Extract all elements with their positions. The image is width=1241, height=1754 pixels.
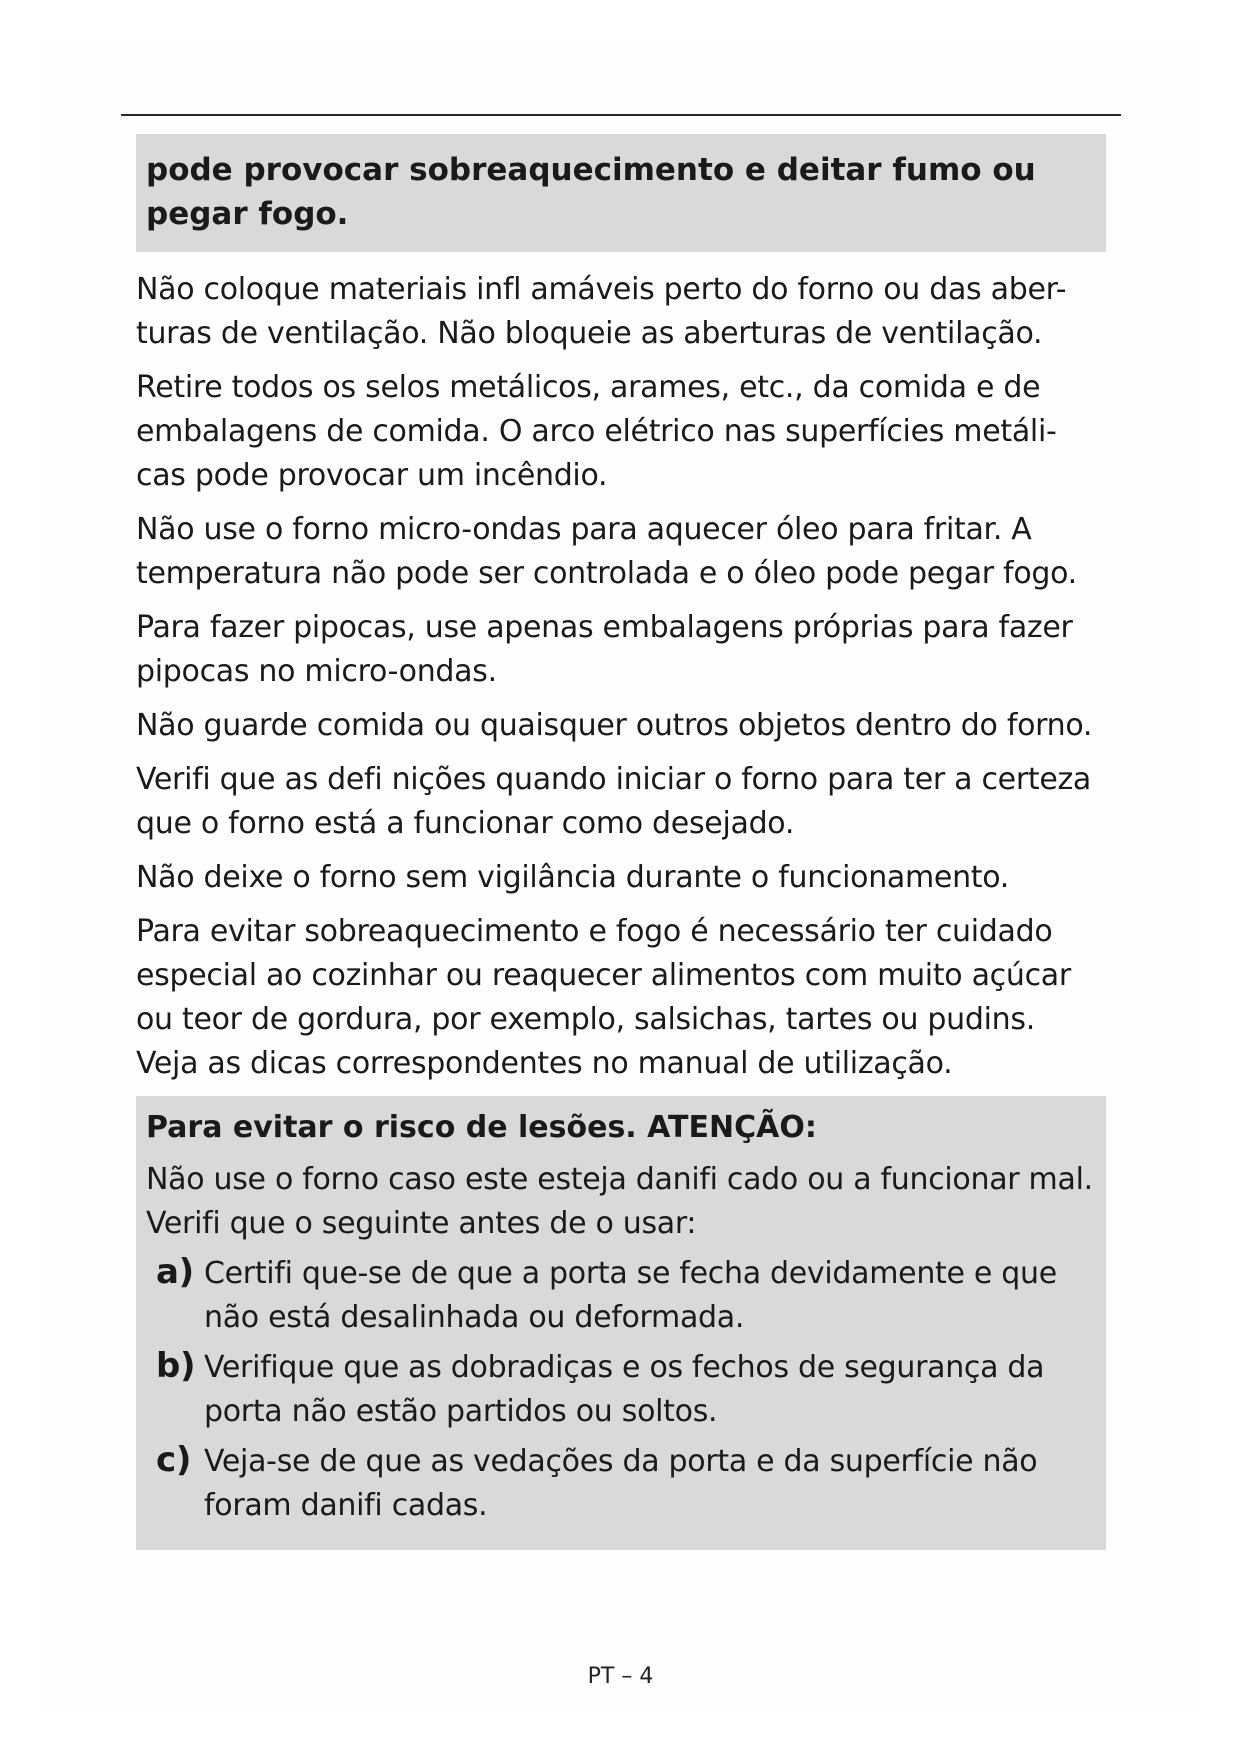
paragraph-metal: Retire todos os selos metálicos, arames, etc., da comida e de embalagens de comida. O arco elétrico nas superfícies metáli-cas pode provocar um incêndio. [136, 370, 1057, 493]
injury-warning-box [136, 1096, 1106, 1550]
injury-intro: Não use o forno caso este esteja danifi cado ou a funcionar mal. Verifi que o seguinte antes de o usar: [146, 1162, 1093, 1241]
paragraph-overheating: Para evitar sobreaquecimento e fogo é necessário ter cuidado especial ao cozinhar ou reaquecer alimentos com muito açúcar ou teor de gordura, por exemplo, salsichas, tartes ou pudins. Veja as dicas correspondentes no manual de utilização. [136, 914, 1071, 1081]
list-item-text: Certifi que-se de que a porta se fecha devidamente e que não está desalinhada ou deformada. [204, 1256, 1057, 1335]
top-rule-divider [121, 114, 1121, 116]
list-marker: c) [156, 1440, 192, 1480]
list-marker: b) [156, 1346, 196, 1386]
warning-box-top [136, 134, 1106, 252]
warning-text: pode provocar sobreaquecimento e deitar fumo ou pegar fogo. [146, 152, 1036, 232]
paragraph-storage: Não guarde comida ou quaisquer outros objetos dentro do forno. [136, 708, 1093, 743]
page-content [136, 134, 1106, 1550]
list-item-text: Verifique que as dobradiças e os fechos de segurança da porta não estão partidos ou soltos. [204, 1350, 1045, 1429]
list-item [146, 1440, 1096, 1528]
injury-heading: Para evitar o risco de lesões. ATENÇÃO: [146, 1110, 817, 1145]
paragraph-popcorn: Para fazer pipocas, use apenas embalagens próprias para fazer pipocas no micro-ondas. [136, 610, 1073, 689]
list-item [146, 1346, 1096, 1434]
paragraph-flammable: Não coloque materiais infl amáveis perto do forno ou das aber-turas de ventilação. Não bloqueie as aberturas de ventilação. [136, 272, 1067, 351]
paragraph-supervision: Não deixe o forno sem vigilância durante o funcionamento. [136, 860, 1010, 895]
page-number: PT – 4 [587, 1664, 654, 1689]
paragraph-oil: Não use o forno micro-ondas para aquecer óleo para fritar. A temperatura não pode ser controlada e o óleo pode pegar fogo. [136, 512, 1077, 591]
list-item-text: Veja-se de que as vedações da porta e da superfície não foram danifi cadas. [204, 1444, 1038, 1523]
paragraph-settings: Verifi que as defi nições quando iniciar o forno para ter a certeza que o forno está a funcionar como desejado. [136, 762, 1092, 841]
list-marker: a) [156, 1252, 194, 1292]
list-item [146, 1252, 1096, 1340]
